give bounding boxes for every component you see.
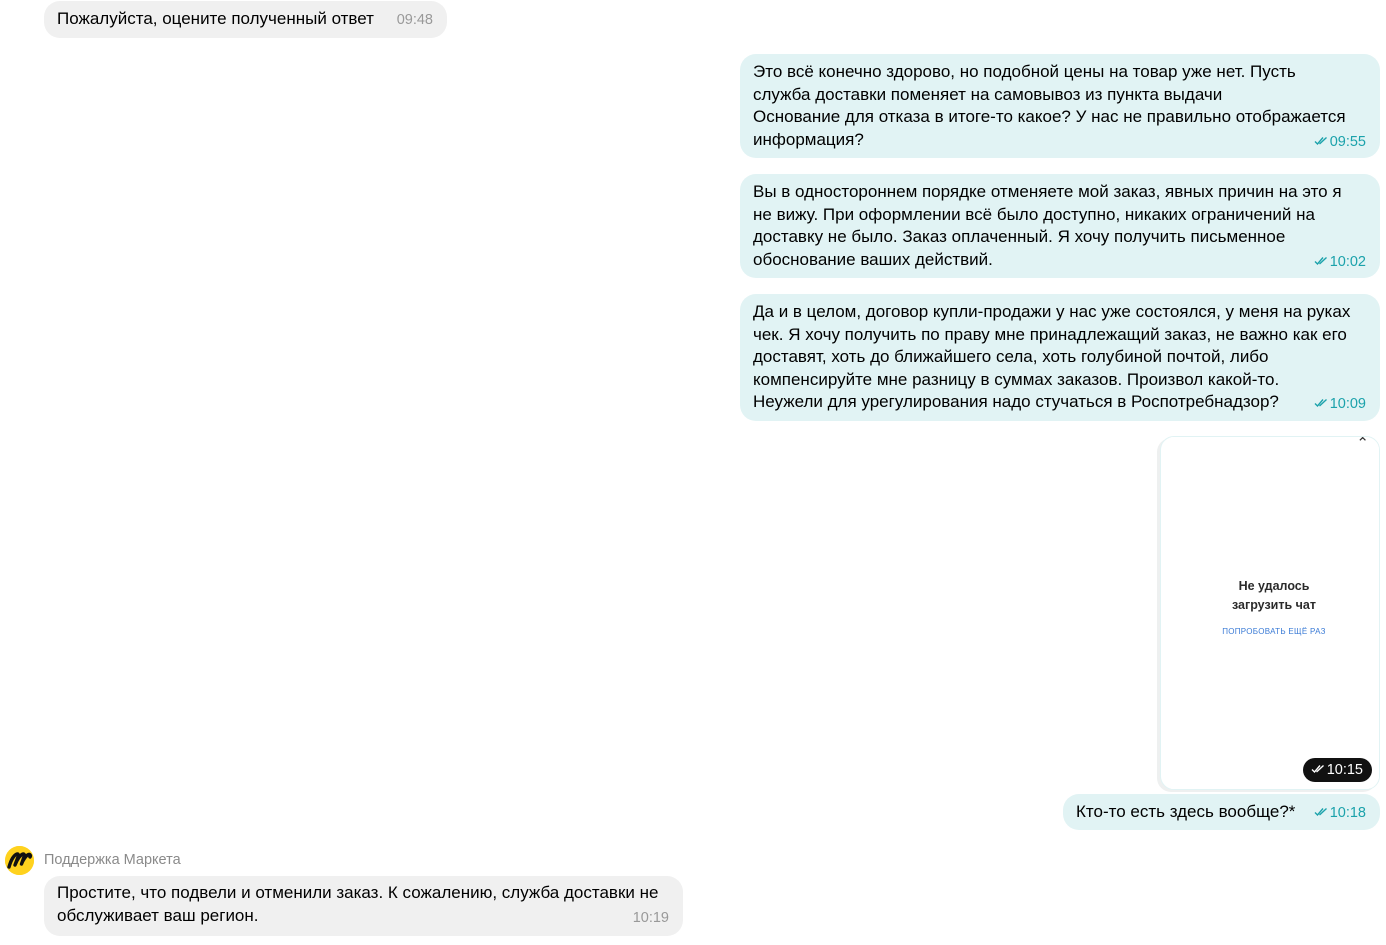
double-check-icon — [1314, 807, 1328, 817]
double-check-icon — [1314, 136, 1328, 146]
message-text-line: обслуживает ваш регион. — [57, 905, 259, 925]
message-text-line: доставят, хоть до ближайшего села, хоть голубиной почтой, либо — [753, 347, 1269, 366]
outgoing-message — [740, 54, 1380, 158]
message-text-line: обоснование ваших действий. — [753, 249, 993, 269]
yandex-market-logo-icon — [5, 846, 34, 875]
image-attachment[interactable] — [1160, 436, 1380, 790]
message-text-line: информация? — [753, 129, 864, 149]
outgoing-message — [740, 294, 1380, 421]
message-text-line: компенсируйте мне разницу в суммах заказов. Произвол какой-то. — [753, 369, 1280, 389]
message-text-line: Это всё конечно здорово, но подобной цены на товар уже нет. Пусть — [753, 62, 1296, 81]
message-time: 10:18 — [1314, 802, 1366, 825]
message-text-line: Неужели для урегулирования надо стучаться в Роспотребнадзор? — [753, 392, 1279, 411]
attachment-preview — [1169, 437, 1379, 789]
message-time: 09:55 — [1314, 131, 1366, 154]
chevron-up-icon: ⌃ — [1356, 436, 1369, 452]
message-time: 09:48 — [396, 12, 433, 28]
double-check-icon — [1311, 764, 1325, 774]
message-text-line: чек. Я хочу получить по праву мне принадлежащий заказ, не важно как его — [753, 324, 1347, 344]
message-text: Пожалуйста, оцените полученный ответ — [57, 9, 374, 28]
message-text-line: служба доставки поменяет на самовывоз из пункта выдачи — [753, 84, 1223, 104]
message-text-line: доставку не было. Заказ оплаченный. Я хочу получить письменное — [753, 227, 1286, 246]
message-time: 10:19 — [632, 909, 669, 926]
outgoing-message — [740, 174, 1380, 278]
outgoing-message — [1063, 794, 1380, 830]
incoming-message — [44, 876, 683, 936]
message-text-line: Простите, что подвели и отменили заказ. К сожалению, служба доставки не — [57, 883, 659, 902]
incoming-message — [44, 1, 447, 38]
message-text-line: Основание для отказа в итоге-то какое? У нас не правильно отображается — [753, 107, 1346, 126]
message-text-line: Вы в одностороннем порядке отменяете мой заказ, явных причин на это я — [753, 182, 1342, 201]
message-time: 10:15 — [1303, 758, 1372, 782]
retry-link: ПОПРОБОВАТЬ ЕЩЁ РАЗ — [1222, 627, 1326, 636]
double-check-icon — [1314, 256, 1328, 266]
error-title: Не удалось загрузить чат — [1232, 579, 1316, 612]
message-text: Кто-то есть здесь вообще?* — [1076, 802, 1296, 821]
message-text-line: не вижу. При оформлении всё было доступно, никаких ограничений на — [753, 204, 1315, 224]
message-time: 10:02 — [1314, 251, 1366, 274]
message-text-line: Да и в целом, договор купли-продажи у нас уже состоялся, у меня на руках — [753, 302, 1351, 321]
double-check-icon — [1314, 398, 1328, 408]
sender-name: Поддержка Маркета — [44, 852, 181, 868]
message-time: 10:09 — [1314, 393, 1366, 416]
